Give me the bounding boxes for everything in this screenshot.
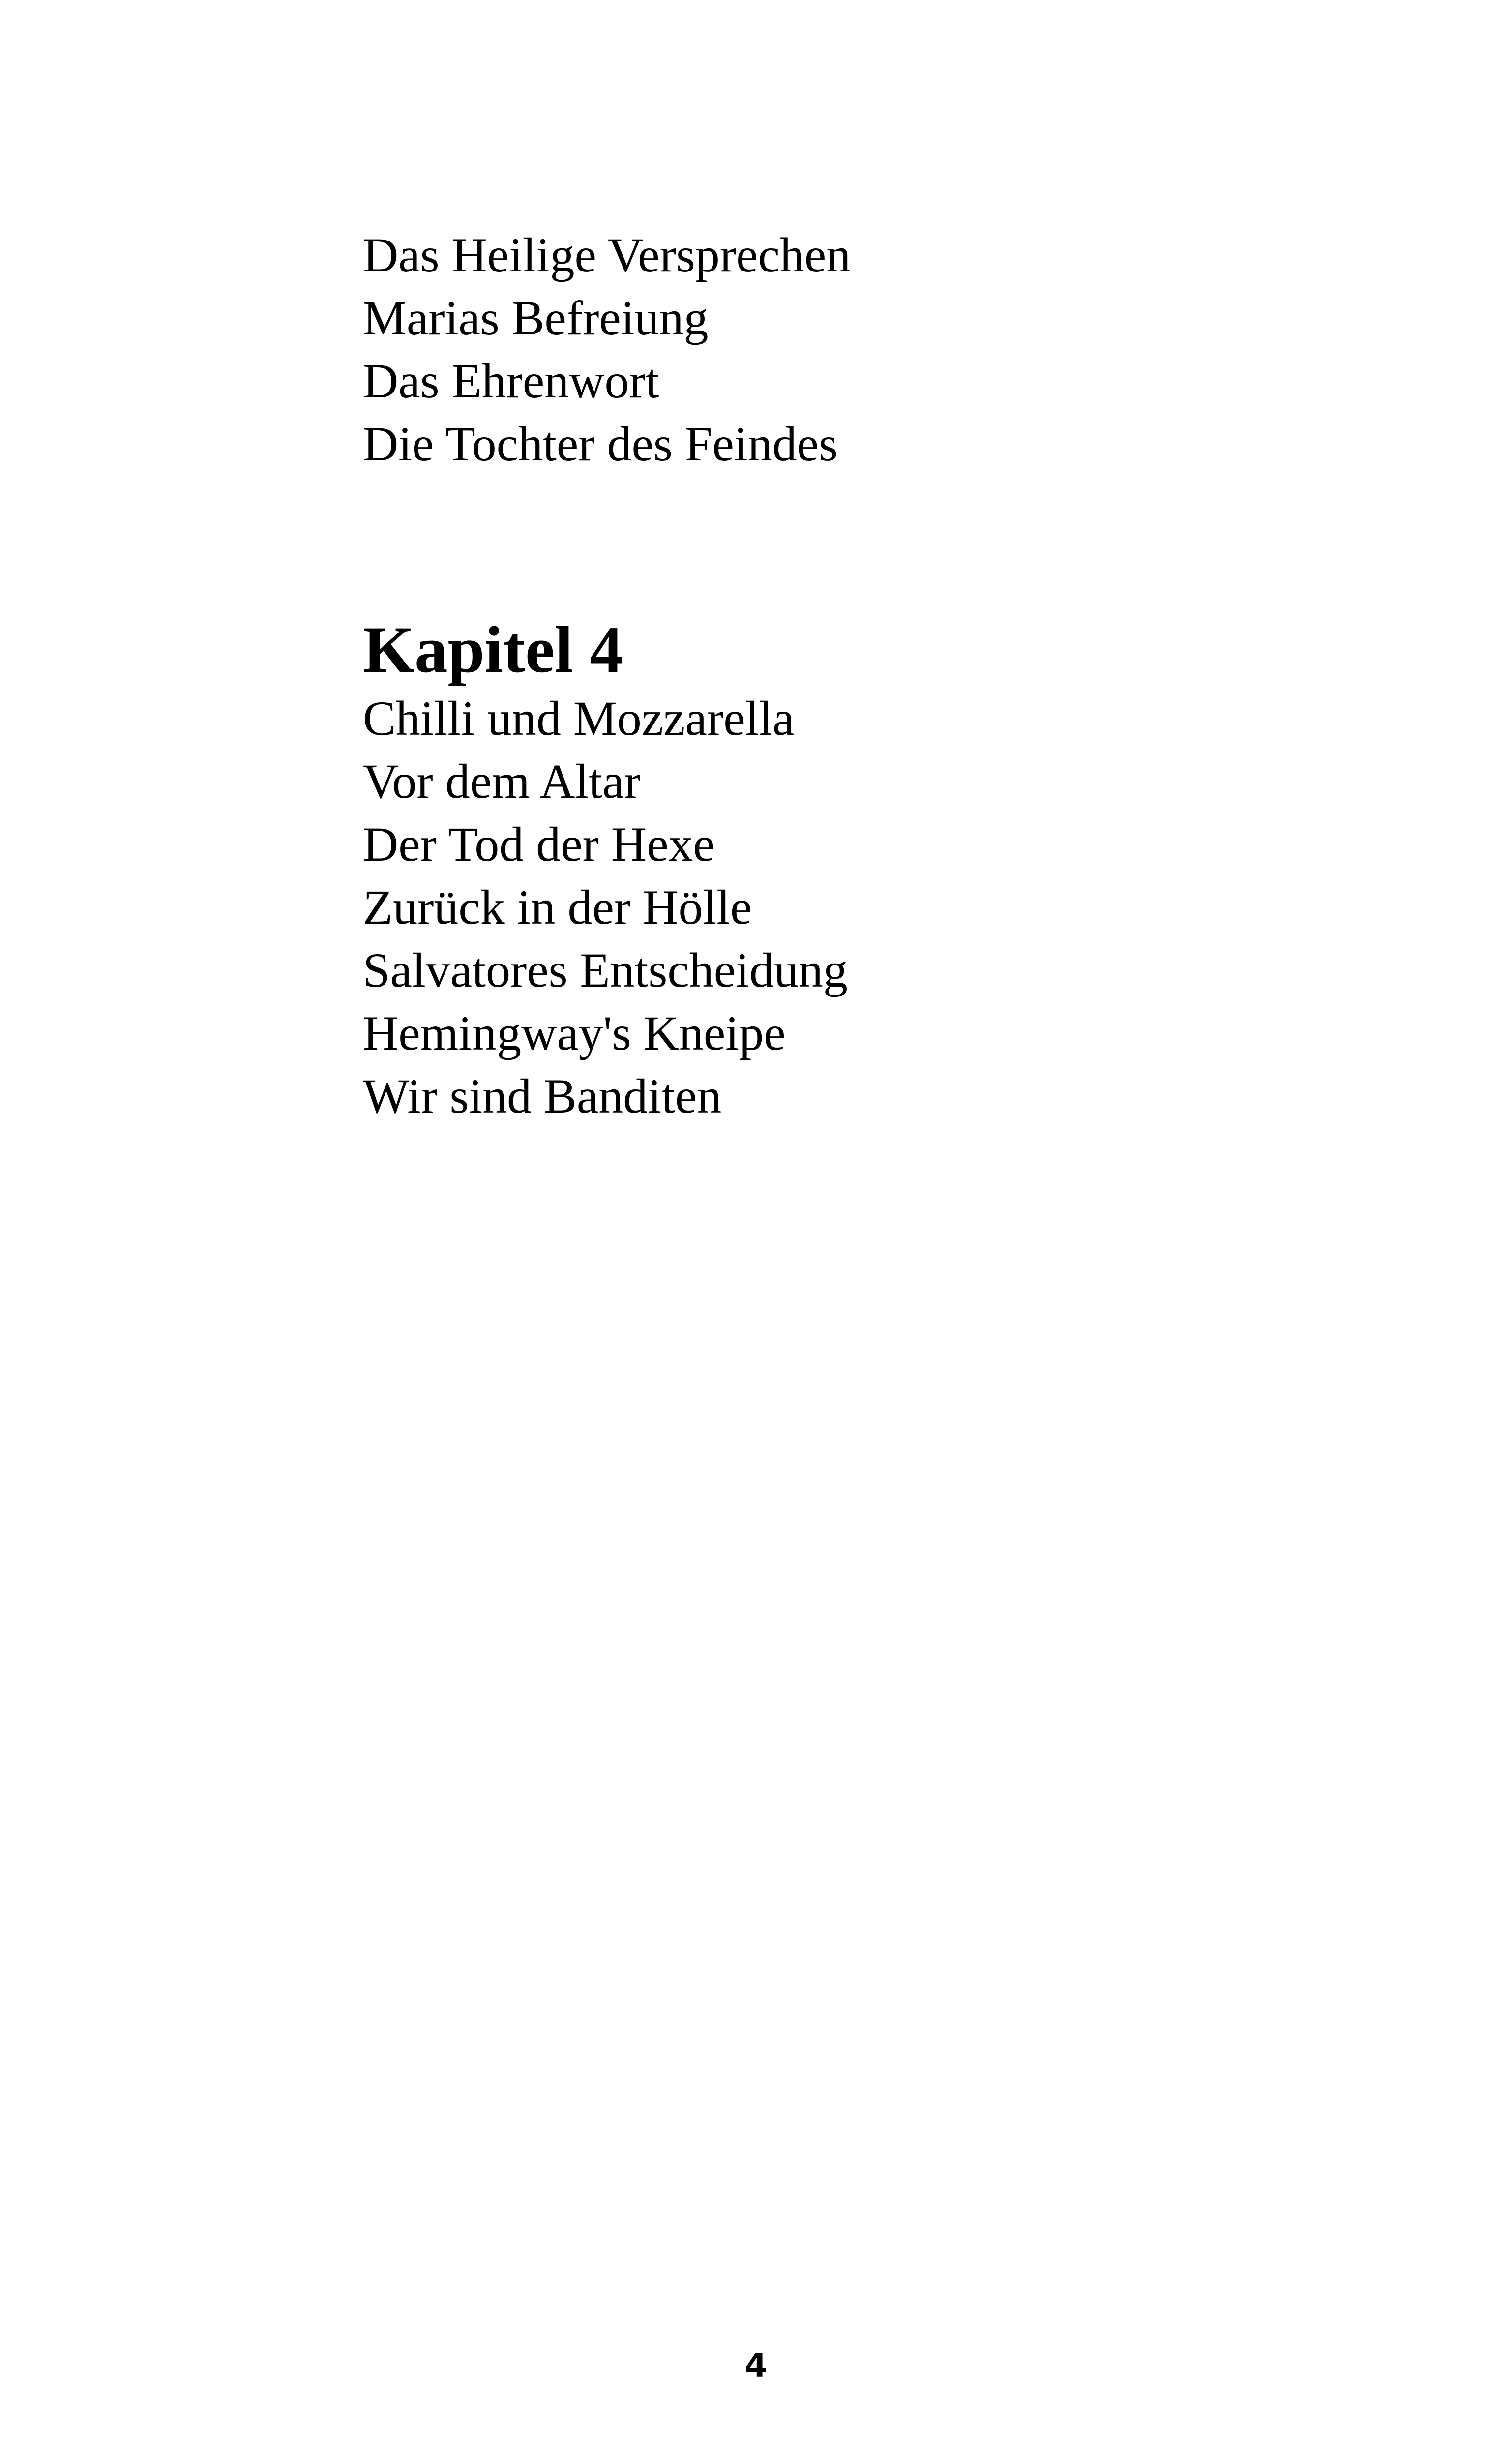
toc-entry: Vor dem Altar (363, 754, 641, 809)
table-of-contents (363, 224, 1346, 1128)
toc-entry: Der Tod der Hexe (363, 817, 715, 872)
toc-entry: Das Ehrenwort (363, 354, 659, 408)
toc-entry: Chilli und Mozzarella (363, 691, 795, 746)
section-spacer (363, 476, 1346, 613)
chapter-heading: Kapitel 4 (363, 613, 623, 687)
toc-entry: Wir sind Banditen (363, 1069, 722, 1123)
page-number: 4 (744, 2347, 768, 2384)
toc-entry: Zurück in der Hölle (363, 880, 752, 935)
toc-entry: Das Heilige Versprechen (363, 228, 851, 282)
previous-chapter-entries (363, 224, 1346, 476)
toc-entry: Salvatores Entscheidung (363, 943, 848, 997)
toc-entry: Die Tochter des Feindes (363, 417, 838, 471)
toc-entry: Marias Befreiung (363, 291, 709, 345)
toc-entry: Hemingway's Kneipe (363, 1006, 786, 1060)
chapter-entries (363, 687, 1346, 1128)
